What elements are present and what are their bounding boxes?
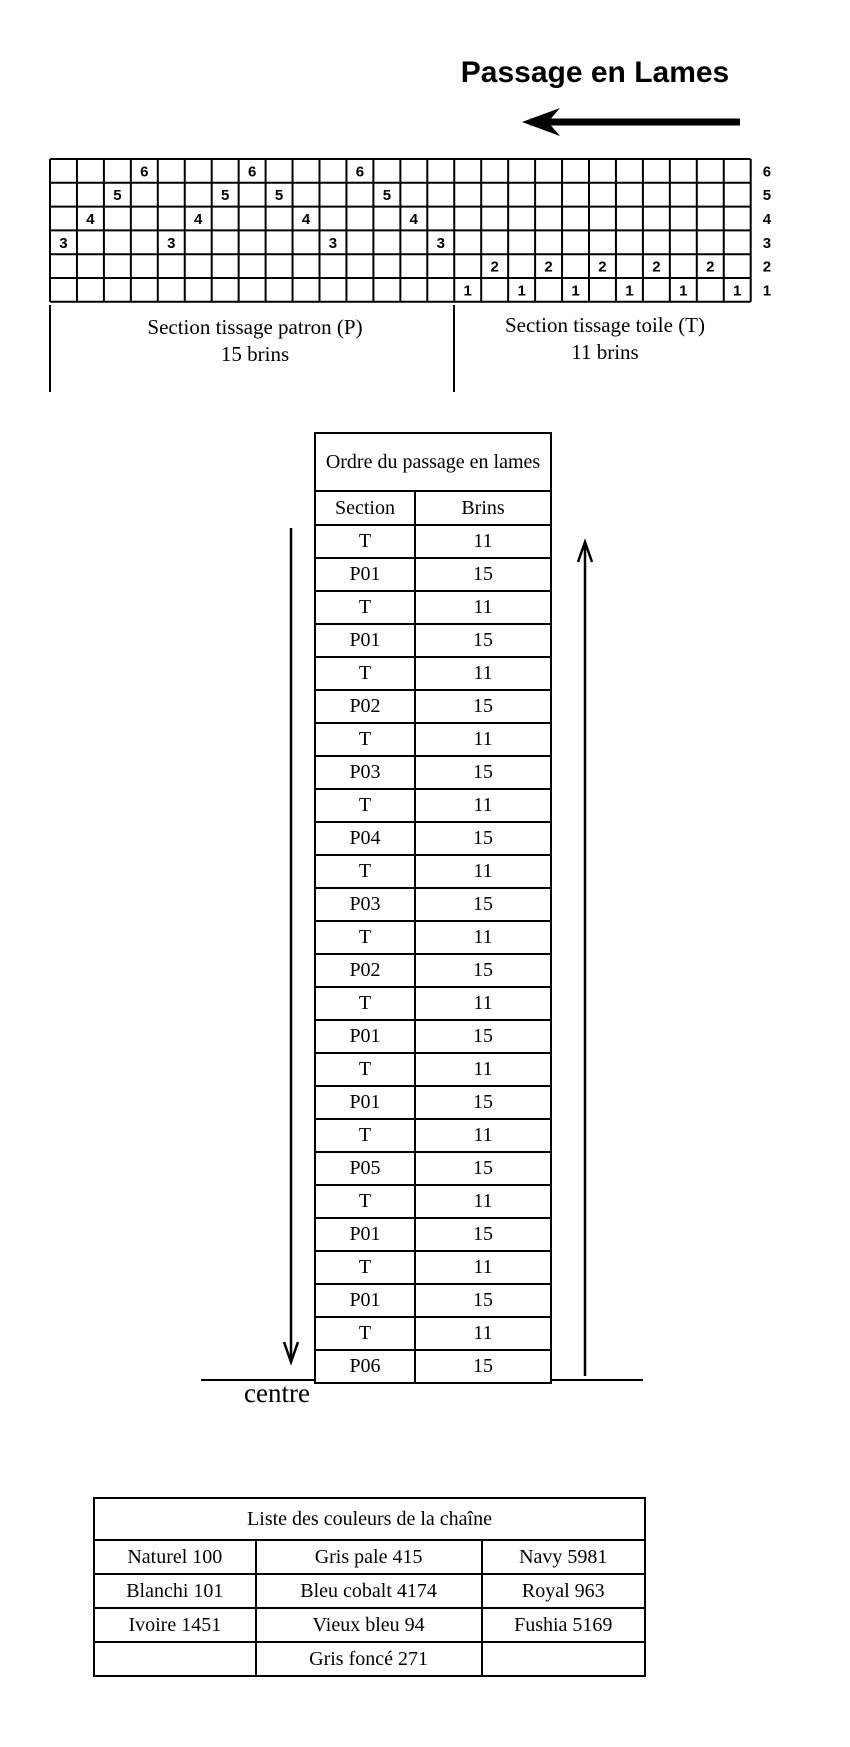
section-cell: T	[315, 855, 415, 888]
section-cell: T	[315, 657, 415, 690]
section-cell: P01	[315, 1284, 415, 1317]
heddle-mark: 3	[59, 234, 68, 252]
column-header-section: Section	[315, 491, 415, 525]
heddle-mark: 5	[221, 187, 230, 205]
table-row	[315, 1218, 551, 1251]
shaft-label: 4	[762, 211, 772, 228]
table-row	[315, 624, 551, 657]
brins-cell: 15	[415, 1284, 551, 1317]
heddle-mark: 5	[113, 187, 122, 205]
brins-cell: 15	[415, 1350, 551, 1383]
table-row	[315, 888, 551, 921]
section-cell: P01	[315, 558, 415, 591]
heddle-mark: 1	[733, 282, 742, 300]
table-row	[315, 657, 551, 690]
arrow-up-icon	[578, 542, 592, 1376]
heddle-mark: 1	[571, 282, 580, 300]
table-row	[94, 1642, 645, 1676]
arrow-down-icon	[284, 528, 298, 1362]
table-row	[315, 789, 551, 822]
section-cell: T	[315, 789, 415, 822]
table-row	[315, 1086, 551, 1119]
heddle-mark: 1	[463, 282, 472, 300]
section-cell: T	[315, 525, 415, 558]
heddle-mark: 1	[517, 282, 526, 300]
section-cell: P03	[315, 888, 415, 921]
page-title: Passage en Lames	[460, 56, 730, 89]
brins-cell: 15	[415, 690, 551, 723]
section-cell: P06	[315, 1350, 415, 1383]
heddle-mark: 6	[355, 163, 365, 181]
section-cell: P01	[315, 1020, 415, 1053]
brins-cell: 15	[415, 822, 551, 855]
table-row	[315, 921, 551, 954]
brins-cell: 15	[415, 1218, 551, 1251]
brins-cell: 15	[415, 888, 551, 921]
heddle-mark: 3	[167, 234, 176, 252]
color-cell: Navy 5981	[482, 1540, 646, 1574]
color-cell: Naturel 100	[94, 1540, 256, 1574]
color-cell: Blanchi 101	[94, 1574, 256, 1608]
section-cell: T	[315, 723, 415, 756]
table-row	[315, 1317, 551, 1350]
heddle-mark: 4	[86, 211, 95, 228]
section-cell: P01	[315, 1218, 415, 1251]
heddle-mark: 2	[490, 258, 499, 276]
table-row	[315, 1152, 551, 1185]
section-cell: P04	[315, 822, 415, 855]
section-cell: P01	[315, 1086, 415, 1119]
section-pattern-count: 15 brins	[220, 342, 290, 366]
heddle-mark: 5	[382, 187, 392, 205]
heddle-mark: 3	[436, 234, 445, 252]
section-pattern-name: Section tissage patron (P)	[147, 315, 363, 339]
brins-cell: 11	[415, 1119, 551, 1152]
heddle-mark: 2	[706, 258, 715, 276]
order-table-body	[315, 525, 551, 1383]
table-row	[315, 723, 551, 756]
heddle-mark: 6	[247, 163, 257, 181]
heddle-mark: 1	[625, 282, 634, 300]
section-cell: T	[315, 1317, 415, 1350]
brins-cell: 11	[415, 855, 551, 888]
section-cell: P01	[315, 624, 415, 657]
brins-cell: 11	[415, 1185, 551, 1218]
brins-cell: 15	[415, 954, 551, 987]
table-row	[315, 822, 551, 855]
shaft-label: 2	[762, 258, 772, 276]
table-row	[315, 690, 551, 723]
table-row	[315, 987, 551, 1020]
color-cell: Vieux bleu 94	[256, 1608, 482, 1642]
color-cell: Royal 963	[482, 1574, 646, 1608]
heddle-mark: 2	[544, 258, 553, 276]
brins-cell: 11	[415, 1053, 551, 1086]
section-cell: T	[315, 1185, 415, 1218]
section-cell: T	[315, 921, 415, 954]
brins-cell: 11	[415, 525, 551, 558]
table-row	[315, 1020, 551, 1053]
section-cell: T	[315, 1053, 415, 1086]
brins-cell: 11	[415, 591, 551, 624]
section-cell: P03	[315, 756, 415, 789]
color-cell	[482, 1642, 646, 1676]
table-row	[315, 525, 551, 558]
brins-cell: 15	[415, 1152, 551, 1185]
brins-cell: 11	[415, 921, 551, 954]
section-plain-name: Section tissage toile (T)	[504, 313, 706, 337]
brins-cell: 11	[415, 723, 551, 756]
order-table-title: Ordre du passage en lames	[315, 433, 551, 491]
brins-cell: 15	[415, 624, 551, 657]
color-cell	[94, 1642, 256, 1676]
heddle-mark: 6	[140, 163, 149, 181]
brins-cell: 15	[415, 1086, 551, 1119]
colors-table-title: Liste des couleurs de la chaîne	[94, 1498, 645, 1540]
heddle-mark: 2	[598, 258, 607, 276]
color-cell: Gris pale 415	[256, 1540, 482, 1574]
table-row	[315, 756, 551, 789]
column-header-brins: Brins	[415, 491, 551, 525]
table-row	[94, 1574, 645, 1608]
table-row	[315, 1119, 551, 1152]
table-row	[315, 1053, 551, 1086]
heddle-mark: 3	[328, 234, 338, 252]
heddle-mark: 5	[274, 187, 284, 205]
shaft-label: 1	[762, 282, 772, 300]
threading-order-table	[314, 432, 552, 1384]
table-row	[315, 591, 551, 624]
table-row	[315, 1251, 551, 1284]
table-row	[94, 1540, 645, 1574]
section-cell: P05	[315, 1152, 415, 1185]
table-row	[315, 855, 551, 888]
brins-cell: 11	[415, 657, 551, 690]
table-row	[315, 558, 551, 591]
section-plain-count: 11 brins	[571, 340, 639, 364]
centre-label: centre	[244, 1378, 310, 1408]
brins-cell: 15	[415, 756, 551, 789]
table-row	[315, 1350, 551, 1383]
color-cell: Fushia 5169	[482, 1608, 646, 1642]
section-cell: T	[315, 1251, 415, 1284]
shaft-label: 5	[762, 187, 772, 205]
brins-cell: 15	[415, 558, 551, 591]
color-cell: Ivoire 1451	[94, 1608, 256, 1642]
section-cell: T	[315, 987, 415, 1020]
colors-table-body	[94, 1540, 645, 1676]
heddle-mark: 4	[409, 211, 418, 228]
heddle-mark: 4	[301, 211, 311, 228]
table-row	[94, 1608, 645, 1642]
color-cell: Bleu cobalt 4174	[256, 1574, 482, 1608]
brins-cell: 11	[415, 1317, 551, 1350]
table-row	[315, 1185, 551, 1218]
section-cell: T	[315, 591, 415, 624]
color-cell: Gris foncé 271	[256, 1642, 482, 1676]
brins-cell: 11	[415, 789, 551, 822]
shaft-label: 3	[762, 234, 772, 252]
heddle-mark: 4	[194, 211, 203, 228]
brins-cell: 15	[415, 1020, 551, 1053]
table-row	[315, 1284, 551, 1317]
brins-cell: 11	[415, 987, 551, 1020]
section-cell: P02	[315, 954, 415, 987]
heddle-mark: 1	[679, 282, 688, 300]
brins-cell: 11	[415, 1251, 551, 1284]
shaft-label: 6	[762, 163, 772, 181]
section-cell: P02	[315, 690, 415, 723]
section-cell: T	[315, 1119, 415, 1152]
table-row	[315, 954, 551, 987]
warp-colors-table	[93, 1497, 646, 1677]
heddle-mark: 2	[652, 258, 661, 276]
